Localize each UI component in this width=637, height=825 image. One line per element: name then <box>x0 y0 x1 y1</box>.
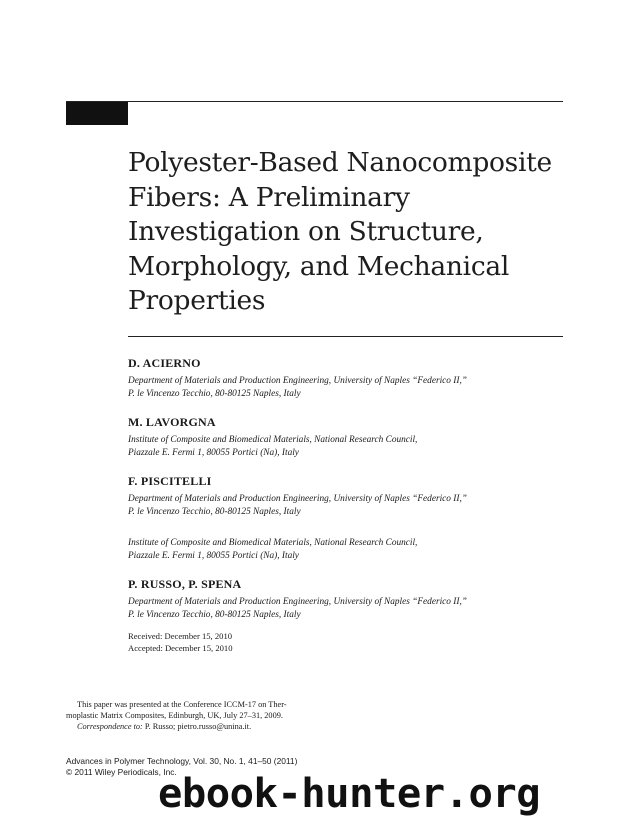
title-line: Polyester-Based Nanocomposite <box>128 147 552 178</box>
footnote-line: moplastic Matrix Composites, Edinburgh, UK, July 27–31, 2009. <box>66 711 283 720</box>
author-entry <box>128 474 568 563</box>
author-entry <box>128 356 568 401</box>
affiliation-line: P. le Vincenzo Tecchio, 80-80125 Naples, Italy <box>128 610 301 620</box>
affiliation-line: Department of Materials and Production Engineering, University of Naples “Federico II,” <box>128 494 467 504</box>
author-entry <box>128 577 568 622</box>
author-name: D. ACIERNO <box>128 356 201 370</box>
watermark-text: ebook-hunter.org <box>158 769 541 817</box>
author-entry <box>128 415 568 460</box>
submission-dates <box>128 631 233 654</box>
affiliation-line: Institute of Composite and Biomedical Materials, National Research Council, <box>128 435 418 445</box>
copyright-notice: © 2011 Wiley Periodicals, Inc. <box>66 767 177 777</box>
chapter-marker-block <box>66 102 128 125</box>
affiliation-line: P. le Vincenzo Tecchio, 80-80125 Naples, Italy <box>128 507 301 517</box>
correspondence-label: Correspondence to: <box>77 722 143 731</box>
affiliation-line: Department of Materials and Production Engineering, University of Naples “Federico II,” <box>128 597 467 607</box>
affiliation-line: Piazzale E. Fermi 1, 80055 Portici (Na), Italy <box>128 551 299 561</box>
received-date: Received: December 15, 2010 <box>128 631 233 641</box>
title-divider <box>128 336 563 337</box>
correspondence-line <box>66 721 366 732</box>
author-name: P. RUSSO, P. SPENA <box>128 577 242 591</box>
top-rule <box>66 101 563 102</box>
accepted-date: Accepted: December 15, 2010 <box>128 642 233 653</box>
footnote-line: This paper was presented at the Conference ICCM-17 on Ther- <box>77 700 287 709</box>
title-line: Fibers: A Preliminary <box>128 181 410 213</box>
correspondence-email[interactable]: P. Russo; pietro.russo@unina.it. <box>142 722 252 731</box>
title-line: Investigation on Structure, <box>128 216 484 247</box>
affiliation-line: P. le Vincenzo Tecchio, 80-80125 Naples, Italy <box>128 389 301 399</box>
paper-title <box>128 146 568 319</box>
journal-citation: Advances in Polymer Technology, Vol. 30, No. 1, 41–50 (2011) <box>66 756 298 766</box>
title-line: Properties <box>128 285 266 316</box>
author-name: F. PISCITELLI <box>128 474 212 488</box>
author-name: M. LAVORGNA <box>128 415 216 429</box>
title-line: Morphology, and Mechanical <box>128 250 510 282</box>
affiliation-line: Piazzale E. Fermi 1, 80055 Portici (Na), Italy <box>128 448 299 458</box>
affiliation-line: Institute of Composite and Biomedical Materials, National Research Council, <box>128 538 418 548</box>
footnote <box>66 699 366 732</box>
affiliation-line: Department of Materials and Production Engineering, University of Naples “Federico II,” <box>128 376 467 386</box>
